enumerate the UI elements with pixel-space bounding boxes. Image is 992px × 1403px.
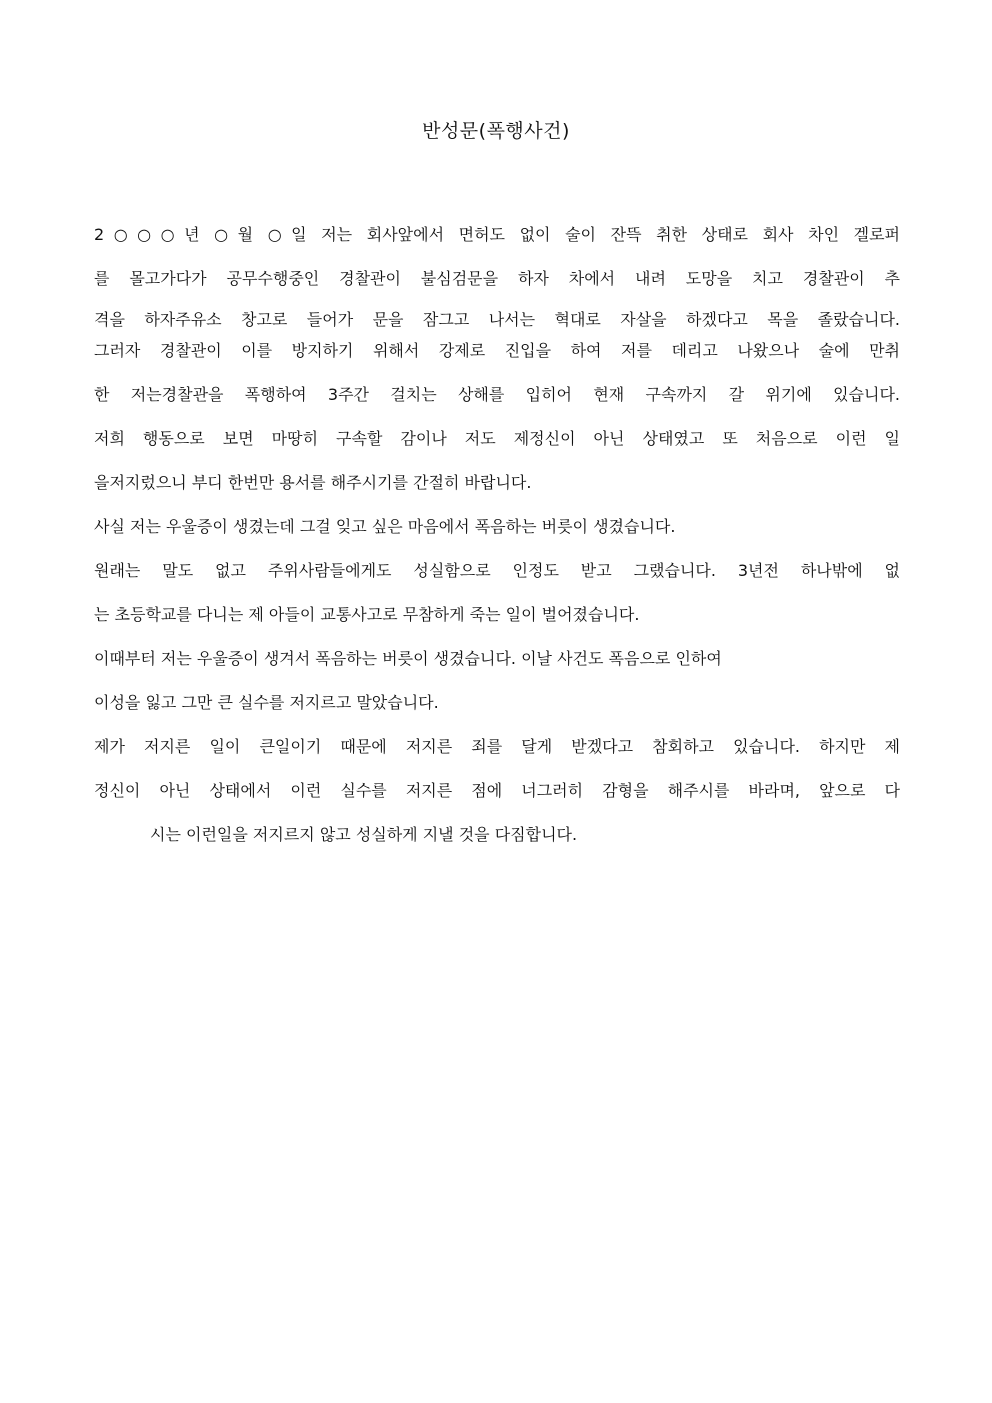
body-line-11: 이때부터 저는 우울증이 생겨서 폭음하는 버릇이 생겼습니다. 이날 사건도 폭음으로 인하여 [94,649,722,668]
body-line-2: 를 몰고가다가 공무수행중인 경찰관이 불심검문을 하자 차에서 내려 도망을 치고 경찰관이 추 [94,269,900,288]
document-body [94,222,900,866]
body-line-6: 저희 행동으로 보면 마땅히 구속할 감이나 저도 제정신이 아닌 상태였고 또 처음으로 이런 일 [94,429,900,448]
body-line-15: 시는 이런일을 저지르지 않고 성실하게 지낼 것을 다짐합니다. [150,825,578,844]
body-line-4: 그러자 경찰관이 이를 방지하기 위해서 강제로 진입을 하여 저를 데리고 나왔으나 술에 만취 [94,341,900,360]
body-line-3: 격을 하자주유소 창고로 들어가 문을 잠그고 나서는 혁대로 자살을 하겠다고 목을 졸랐습니다. [94,310,900,329]
body-line-14: 정신이 아닌 상태에서 이런 실수를 저지른 점에 너그러히 감형을 해주시를 바라며, 앞으로 다 [94,781,900,800]
body-line-12: 이성을 잃고 그만 큰 실수를 저지르고 말았습니다. [94,693,439,712]
document-title: 반성문(폭행사건) [422,120,570,142]
body-line-10: 는 초등학교를 다니는 제 아들이 교통사고로 무참하게 죽는 일이 벌어졌습니다. [94,605,640,624]
body-line-13: 제가 저지른 일이 큰일이기 때문에 저지른 죄를 달게 받겠다고 참회하고 있습니다. 하지만 제 [94,737,900,756]
body-line-7: 을저지렀으니 부디 한번만 용서를 해주시기를 간절히 바랍니다. [94,473,532,492]
body-line-8: 사실 저는 우울증이 생겼는데 그걸 잊고 싶은 마음에서 폭음하는 버릇이 생겼습니다. [94,517,676,536]
body-line-9: 원래는 말도 없고 주위사람들에게도 성실함으로 인정도 받고 그랬습니다. 3년전 하나밖에 없 [94,561,900,580]
body-line-5: 한 저는경찰관을 폭행하여 3주간 걸치는 상해를 입히어 현재 구속까지 갈 위기에 있습니다. [94,385,900,404]
body-line-1: 2○○○년 ○월 ○일 저는 회사앞에서 면허도 없이 술이 잔뜩 취한 상태로 회사 차인 겔로퍼 [94,225,900,244]
